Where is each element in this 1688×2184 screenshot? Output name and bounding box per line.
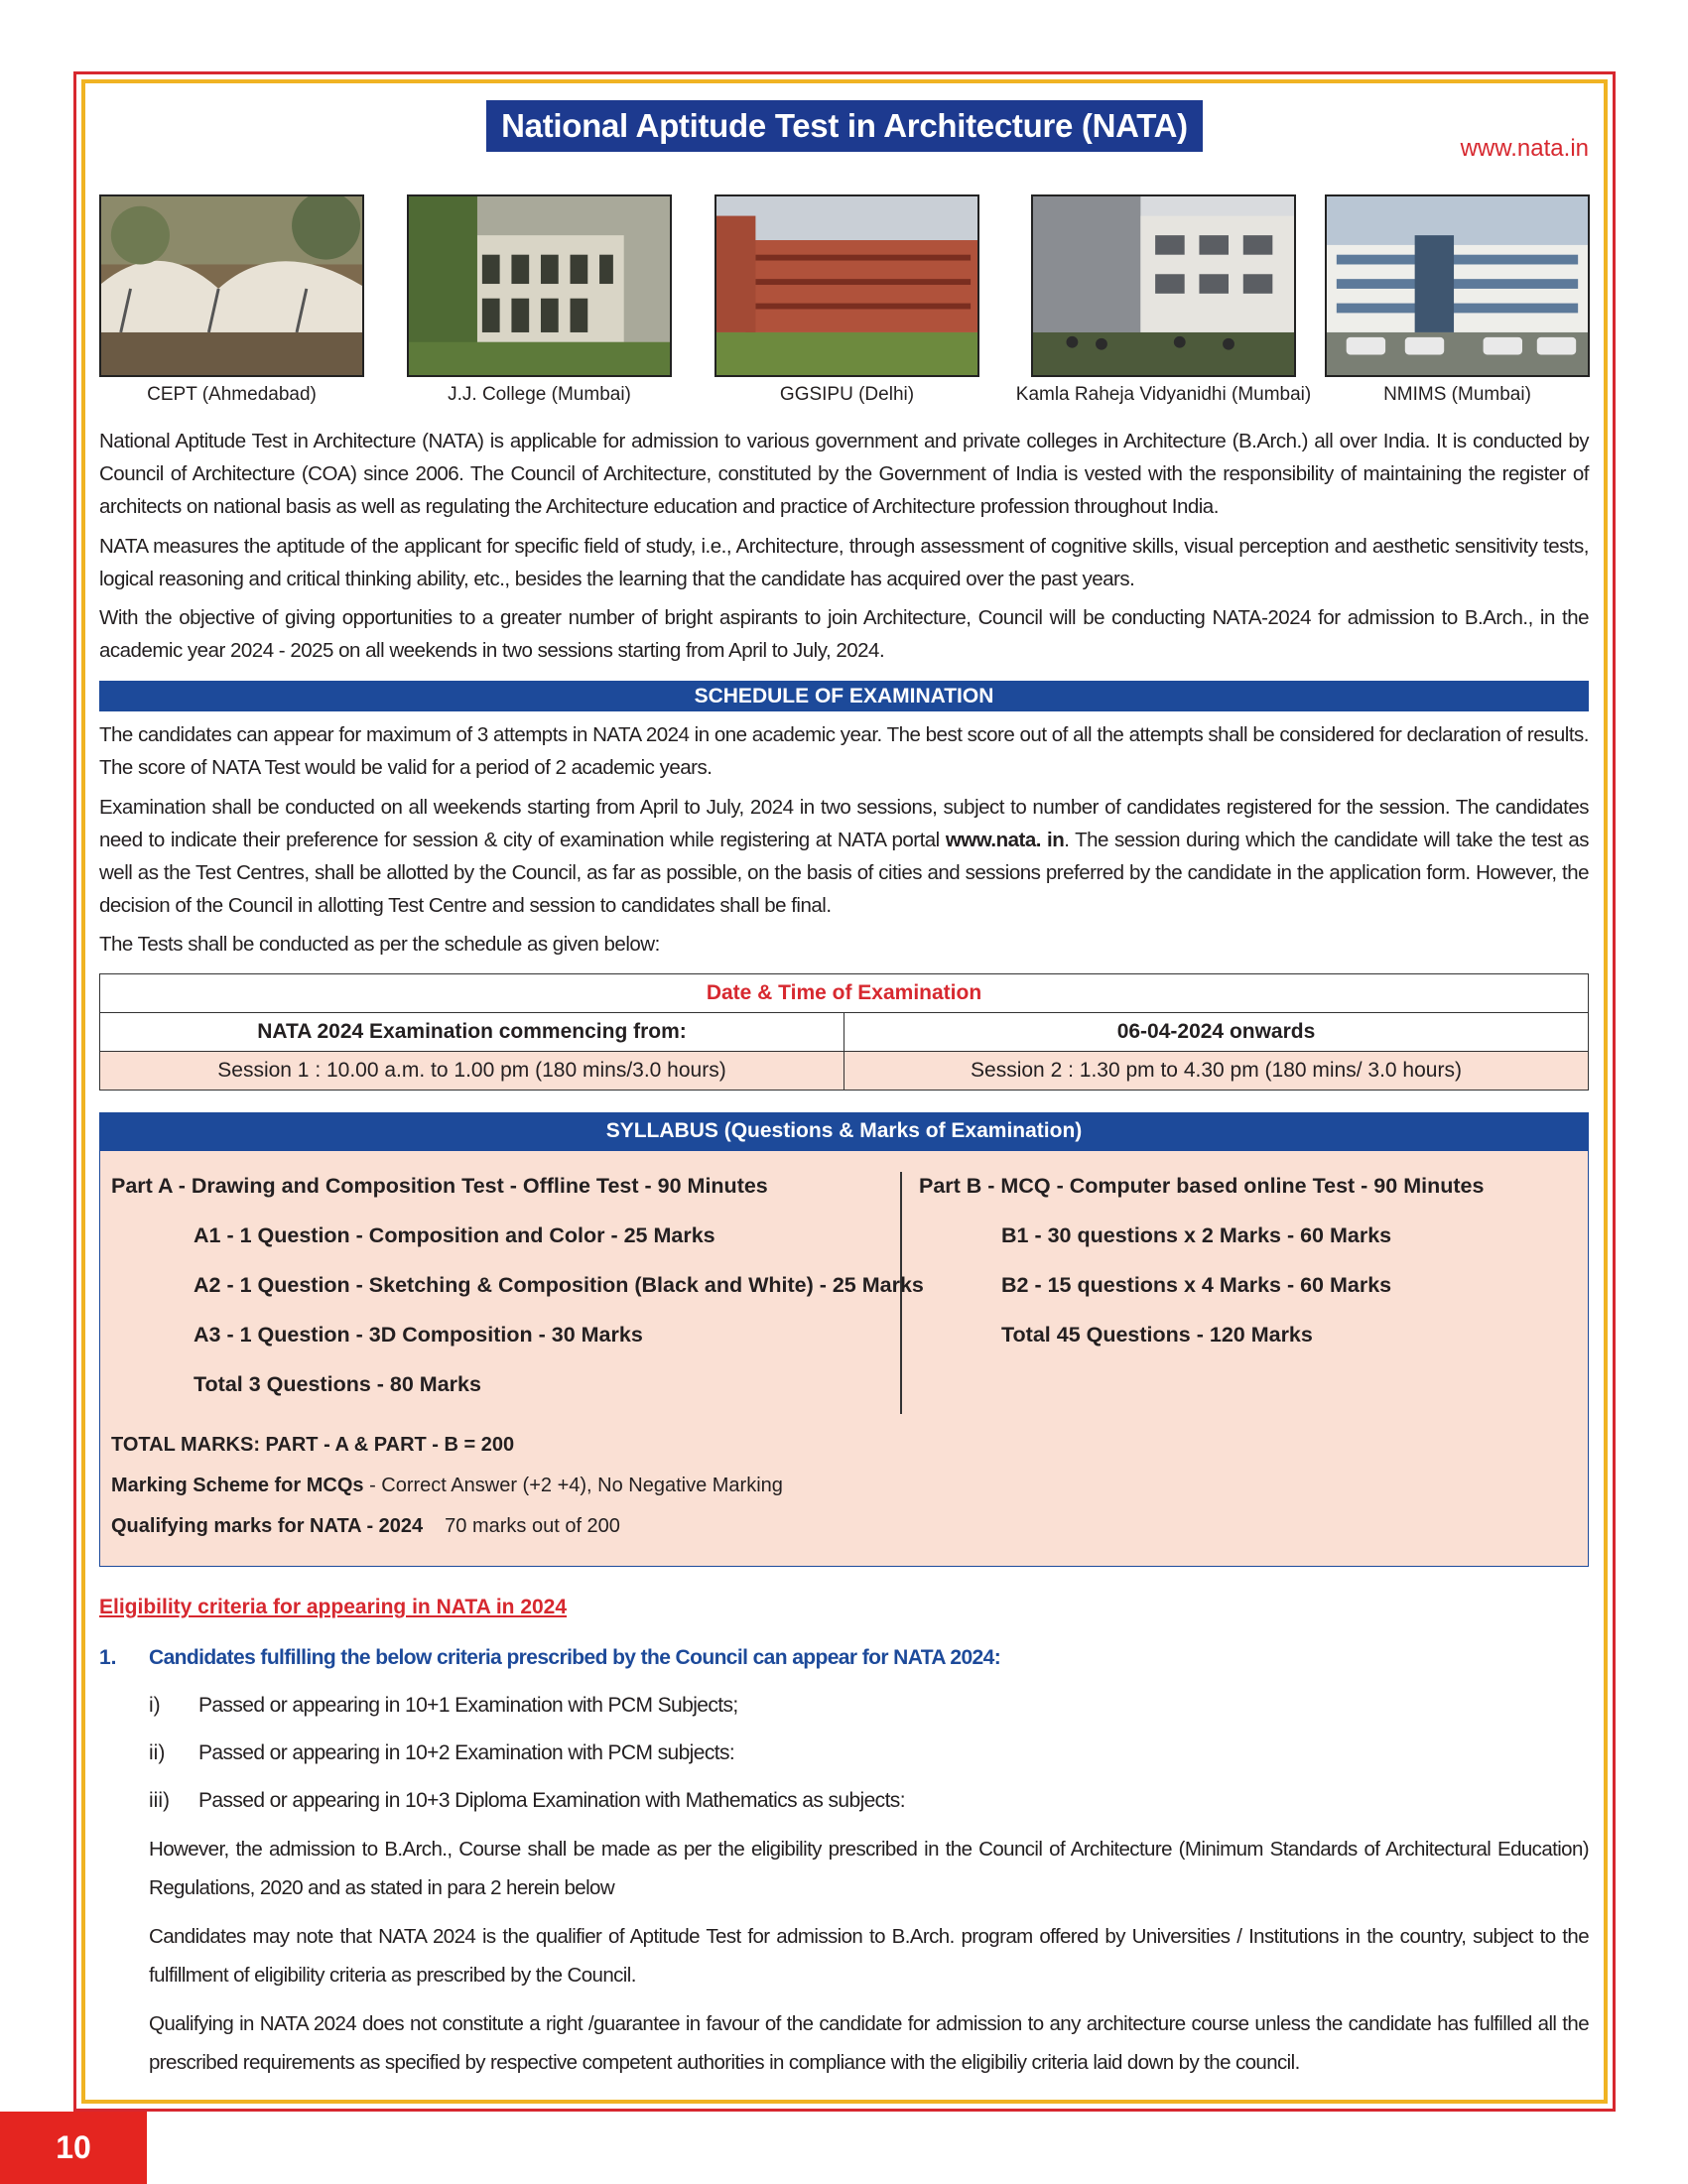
qualifying-marks: Qualifying marks for NATA - 2024 70 marks out of 200 — [111, 1515, 620, 1537]
part-a-title: Part A - Drawing and Composition Test - Offline Test - 90 Minutes — [111, 1174, 768, 1198]
marking-scheme: Marking Scheme for MCQs - Correct Answer (+2 +4), No Negative Marking — [111, 1475, 783, 1496]
syllabus-box — [99, 1150, 1589, 1567]
list-item: Passed or appearing in 10+3 Diploma Examination with Mathematics as subjects: — [198, 1789, 905, 1812]
photo-jj-college — [407, 194, 672, 377]
schedule-paragraph: Examination shall be conducted on all weekends starting from April to July, 2024 in two sessions, subject to number of candidates registered for the session. The candidates need to indicate their preference for session & city of examination while registering at NATA portal www.nata. in. The session during which the candidate will take the test as well as the Test Centres, shall be allotted by the Council, as far as possible, on the basis of cities and sessions preferred by the candidate in the application form. However, the decision of the Council in allotting Test Centre and session to candidates shall be final. — [99, 796, 1589, 917]
eligibility-number: 1. — [99, 1646, 117, 1669]
part-b-item: B2 - 15 questions x 4 Marks - 60 Marks — [1001, 1273, 1392, 1297]
session-1: Session 1 : 10.00 a.m. to 1.00 pm (180 mins/3.0 hours) — [100, 1052, 844, 1091]
part-a-item: A2 - 1 Question - Sketching & Composition (Black and White) - 25 Marks — [194, 1273, 924, 1297]
photo-caption: Kamla Raheja Vidyanidhi (Mumbai) — [1015, 384, 1312, 405]
list-marker: i) — [149, 1694, 161, 1717]
commence-value: 06-04-2024 onwards — [844, 1013, 1589, 1052]
photo-caption: CEPT (Ahmedabad) — [147, 384, 317, 405]
schedule-table — [99, 973, 1589, 1091]
commence-label: NATA 2024 Examination commencing from: — [100, 1013, 844, 1052]
schedule-heading: SCHEDULE OF EXAMINATION — [99, 681, 1589, 711]
total-marks: TOTAL MARKS: PART - A & PART - B = 200 — [111, 1434, 515, 1456]
eligibility-paragraph: Qualifying in NATA 2024 does not constitute a right /guarantee in favour of the candidate for admission to any architecture course unless the candidate has fulfilled all the prescribed requirements as specified by respective competent authorities in compliance with the eligibiliy criteria laid down by the council. — [149, 2012, 1589, 2074]
part-a-item: A1 - 1 Question - Composition and Color - 25 Marks — [194, 1223, 715, 1247]
list-marker: ii) — [149, 1741, 166, 1764]
list-item: Passed or appearing in 10+1 Examination with PCM Subjects; — [198, 1694, 738, 1717]
page-number: 10 — [0, 2112, 147, 2184]
portal-link[interactable]: www.nata. in — [945, 829, 1065, 851]
page-title: National Aptitude Test in Architecture (NATA) — [486, 100, 1203, 152]
part-b-total: Total 45 Questions - 120 Marks — [1001, 1323, 1313, 1347]
eligibility-paragraph: However, the admission to B.Arch., Course shall be made as per the eligibility prescribed in the Council of Architecture (Minimum Standards of Architectural Education) Regulations, 2020 and as stated in para 2 herein below — [149, 1838, 1589, 1899]
intro-paragraph: NATA measures the aptitude of the applicant for specific field of study, i.e., Architecture, through assessment of cognitive skills, visual perception and aesthetic sensitivity tests, logical reasoning and critical thinking ability, etc., besides the learning that the candidate has acquired over the past years. — [99, 535, 1589, 590]
photo-caption: J.J. College (Mumbai) — [448, 384, 631, 405]
photo-kamla-raheja — [1031, 194, 1296, 377]
photo-cept — [99, 194, 364, 377]
syllabus-heading: SYLLABUS (Questions & Marks of Examination) — [99, 1112, 1589, 1150]
session-2: Session 2 : 1.30 pm to 4.30 pm (180 mins/ 3.0 hours) — [844, 1052, 1589, 1091]
photo-ggsipu — [714, 194, 979, 377]
list-item: Passed or appearing in 10+2 Examination with PCM subjects: — [198, 1741, 735, 1764]
eligibility-title: Eligibility criteria for appearing in NATA in 2024 — [99, 1596, 568, 1618]
photo-caption: GGSIPU (Delhi) — [779, 384, 915, 405]
photo-nmims — [1325, 194, 1590, 377]
part-b-title: Part B - MCQ - Computer based online Test - 90 Minutes — [919, 1174, 1485, 1198]
schedule-table-title: Date & Time of Examination — [100, 974, 1589, 1013]
list-marker: iii) — [149, 1789, 170, 1812]
eligibility-paragraph: Candidates may note that NATA 2024 is the qualifier of Aptitude Test for admission to B.Arch. program offered by Universities / Institutions in the country, subject to the fulfillment of eligibility criteria as prescribed by the Council. — [149, 1925, 1589, 1987]
part-b-item: B1 - 30 questions x 2 Marks - 60 Marks — [1001, 1223, 1392, 1247]
schedule-paragraph: The Tests shall be conducted as per the schedule as given below: — [99, 933, 660, 956]
part-a-total: Total 3 Questions - 80 Marks — [194, 1372, 481, 1396]
schedule-paragraph: The candidates can appear for maximum of 3 attempts in NATA 2024 in one academic year. The best score out of all the attempts shall be considered for declaration of results. The score of NATA Test would be valid for a period of 2 academic years. — [99, 723, 1589, 779]
intro-paragraph: With the objective of giving opportunities to a greater number of bright aspirants to join Architecture, Council will be conducting NATA-2024 for admission to B.Arch., in the academic year 2024 - 2025 on all weekends in two sessions starting from April to July, 2024. — [99, 606, 1589, 662]
intro-paragraph: National Aptitude Test in Architecture (NATA) is applicable for admission to various government and private colleges in Architecture (B.Arch.) all over India. It is conducted by Council of Architecture (COA) since 2006. The Council of Architecture, constituted by the Government of India is vested with the responsibility of maintaining the register of architects on national basis as well as regulating the Architecture education and practice of Architecture profession throughout India. — [99, 430, 1589, 518]
website-link[interactable]: www.nata.in — [1460, 135, 1589, 162]
eligibility-heading: Candidates fulfilling the below criteria prescribed by the Council can appear for NATA 2024: — [149, 1646, 1001, 1669]
part-a-item: A3 - 1 Question - 3D Composition - 30 Marks — [194, 1323, 643, 1347]
photo-caption: NMIMS (Mumbai) — [1383, 384, 1531, 405]
